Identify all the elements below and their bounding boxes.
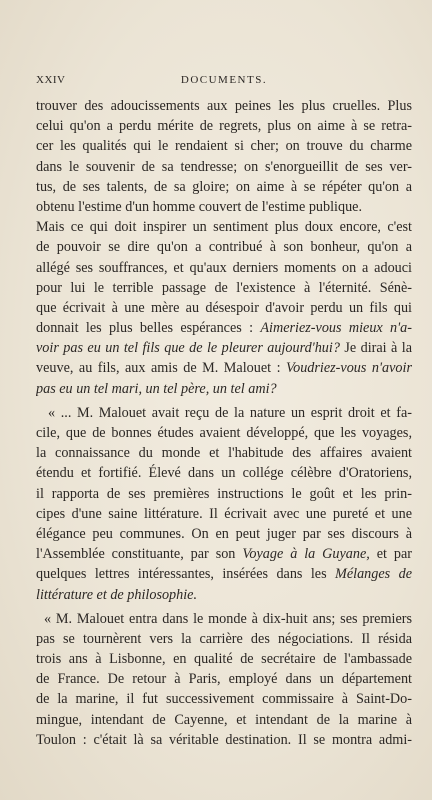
running-title: DOCUMENTS. bbox=[180, 74, 268, 86]
text-line: l'Assemblée constituante, par son Voyage à la Guyane, et par bbox=[36, 546, 412, 563]
text-line: trois ans à Lisbonne, en qualité de secrétaire de l'ambassade bbox=[36, 651, 412, 668]
page-number: XXIV bbox=[36, 74, 66, 86]
text-line: pour lui le terrible passage de l'existence à l'éternité. Sénè- bbox=[36, 279, 412, 296]
text-line: Toulon : c'était là sa véritable destination. Il se montra admi- bbox=[36, 731, 412, 748]
text-line: élégance peu communes. On en peut juger par ses discours à bbox=[36, 525, 412, 542]
text-line: il rapporta de ses premières instructions le goût et les prin- bbox=[36, 485, 412, 502]
text-line: Mais ce qui doit inspirer un sentiment plus doux encore, c'est bbox=[36, 219, 412, 236]
text-line: de la marine, il fut successivement commissaire à Saint-Do- bbox=[36, 691, 412, 708]
text-line: que écrivait à une mère au désespoir d'avoir perdu un fils qui bbox=[36, 299, 412, 316]
text-line: celui qu'on a perdu mérite de regrets, plus on aime à se retra- bbox=[36, 118, 412, 135]
text-line: de pouvoir se dire qu'on a contribué à son bonheur, qu'on a bbox=[36, 239, 412, 256]
page-header bbox=[36, 74, 412, 90]
text-line: cer les qualités qui le rendaient si cher; on trouve du charme bbox=[36, 138, 412, 155]
text-line: pas eu un tel mari, un tel père, un tel ami? bbox=[36, 380, 277, 397]
text-line: pas se tournèrent vers la carrière des négociations. Il résida bbox=[36, 630, 412, 647]
text-line: quelques lettres intéressantes, insérées dans les Mélanges de bbox=[36, 566, 412, 583]
text-line: veuve, au fils, aux amis de M. Malouet : Voudriez-vous n'avoir bbox=[36, 360, 412, 377]
paragraph-1 bbox=[36, 96, 412, 399]
text-line: trouver des adoucissements aux peines les plus cruelles. Plus bbox=[36, 98, 412, 114]
text-line: cile, que de bonnes études avaient développé, que les voyages, bbox=[36, 425, 412, 441]
text-line: de France. De retour à Paris, employé dans un département bbox=[36, 671, 412, 688]
text-line: tus, de ses talents, de sa gloire; on aime à se répéter qu'on a bbox=[36, 178, 412, 195]
text-line: étendu et fortifié. Élevé dans un collége célèbre d'Oratoriens, bbox=[36, 465, 412, 482]
text-line: dans le souvenir de sa tendresse; on s'enorgueillit de ses ver- bbox=[36, 158, 412, 175]
text-line: cipes d'une saine littérature. Il écrivait avec une pureté et une bbox=[36, 505, 412, 522]
paragraph-3 bbox=[36, 609, 412, 750]
text-line: allégé ses souffrances, et qu'aux derniers moments on a adouci bbox=[36, 259, 412, 276]
text-line: « ... M. Malouet avait reçu de la nature un esprit droit et fa- bbox=[48, 404, 412, 421]
text-line: obtenu l'estime d'un homme couvert de l'estime publique. bbox=[36, 198, 363, 215]
text-line: la connaissance du monde et l'habitude des affaires avaient bbox=[36, 445, 412, 462]
text-line: voir pas eu un tel fils que de le pleurer aujourd'hui? Je dirai à la bbox=[36, 340, 412, 357]
paragraph-2 bbox=[36, 403, 412, 605]
text-line: mingue, intendant de Cayenne, et intendant de la marine à bbox=[36, 711, 412, 728]
text-line: « M. Malouet entra dans le monde à dix-huit ans; ses premiers bbox=[44, 610, 412, 627]
text-line: donnait les plus belles espérances : Aimeriez-vous mieux n'a- bbox=[36, 320, 412, 337]
body-text bbox=[36, 96, 412, 750]
text-line: littérature et de philosophie. bbox=[36, 586, 198, 603]
